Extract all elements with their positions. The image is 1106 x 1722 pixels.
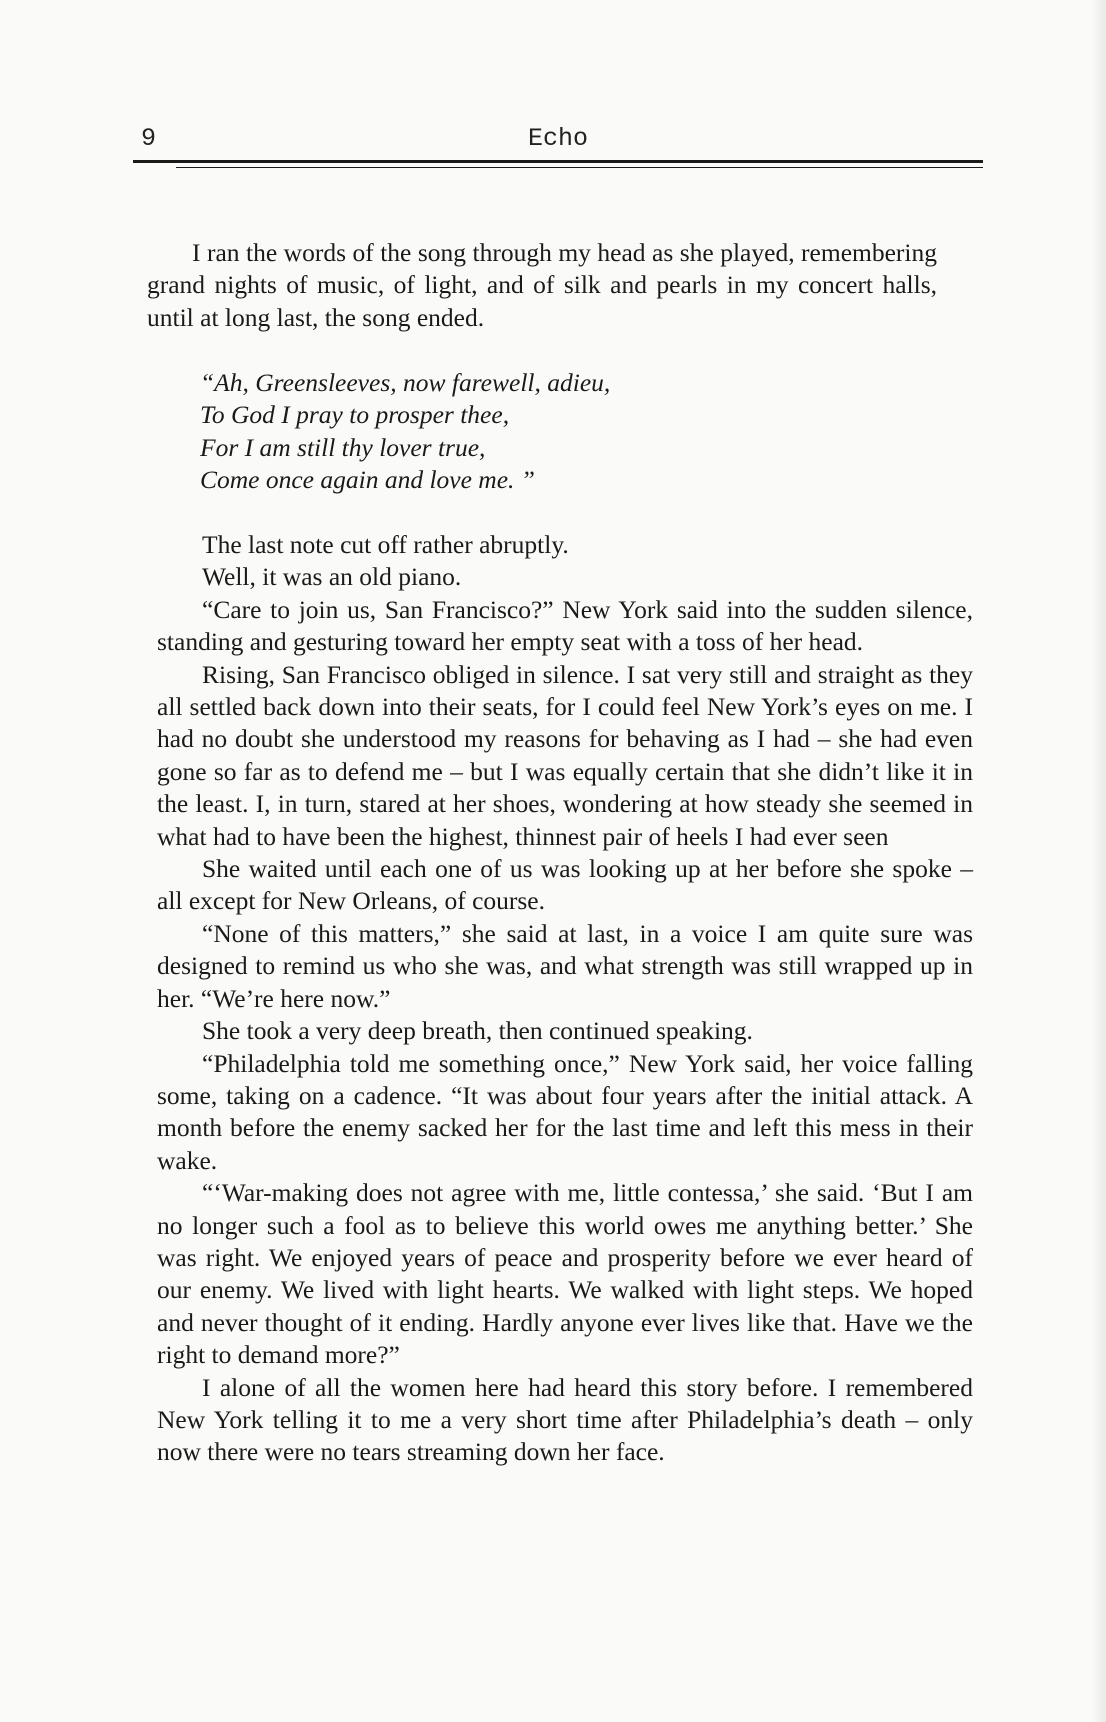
paragraph: “Philadelphia told me something once,” New York said, her voice falling some, taking on a cadence. “It was about four years after the initial attack. A month before the enemy sacked her for the last time and left this mess in their wake.: [157, 1048, 973, 1175]
paragraph: She took a very deep breath, then continued speaking.: [202, 1016, 753, 1046]
paragraph: The last note cut off rather abruptly.: [202, 530, 569, 559]
header-rule-thin: [176, 167, 983, 168]
paragraph: Rising, San Francisco obliged in silence. I sat very still and straight as they all settled back down into their seats, for I could feel New York’s eyes on me. I had no doubt she understood my reasons for behaving as I had – she had even gone so far as to defend me – but I was equally certain that she didn’t like it in the least. I, in turn, stared at her shoes, wondering at how steady she seemed in what had to have been the highest, thinnest pair of heels I had ever seen: [157, 659, 973, 851]
body-text: [157, 529, 973, 1469]
intro-text: [147, 237, 937, 334]
verse-line: Come once again and love me. ”: [200, 465, 535, 495]
paragraph: Well, it was an old piano.: [202, 562, 462, 592]
paragraph: I alone of all the women here had heard this story before. I remembered New York telling it to me a very short time after Philadelphia’s death – only now there were no tears streaming down her face.: [157, 1372, 973, 1467]
running-title: Echo: [527, 124, 588, 153]
paragraph: “‘War-making does not agree with me, little contessa,’ she said. ‘But I am no longer such a fool as to believe this world owes me anything better.’ She was right. We enjoyed years of peace and prosperity before we ever heard of our enemy. We lived with light hearts. We walked with light steps. We hoped and never thought of it ending. Hardly anyone ever lives like that. Have we the right to demand more?”: [157, 1178, 973, 1370]
verse-line: “Ah, Greensleeves, now farewell, adieu,: [200, 368, 611, 397]
verse-line: To God I pray to prosper thee,: [200, 400, 510, 430]
page-number: 9: [141, 124, 157, 153]
paragraph: “None of this matters,” she said at last, in a voice I am quite sure was designed to remind us who she was, and what strength was still wrapped up in her. “We’re here now.”: [157, 918, 973, 1013]
verse-line: For I am still thy lover true,: [200, 432, 486, 462]
paragraph: I ran the words of the song through my head as she played, remembering grand nights of music, of light, and of silk and pearls in my concert halls, until at long last, the song ended.: [147, 238, 937, 332]
paragraph: She waited until each one of us was looking up at her before she spoke – all except for New Orleans, of course.: [157, 854, 973, 916]
running-header: [133, 118, 983, 158]
song-verse: [200, 367, 820, 497]
page-edge-shadow: [1092, 0, 1106, 1722]
header-rule-thick: [133, 160, 983, 163]
paragraph: “Care to join us, San Francisco?” New York said into the sudden silence, standing and gesturing toward her empty seat with a toss of her head.: [157, 594, 973, 657]
